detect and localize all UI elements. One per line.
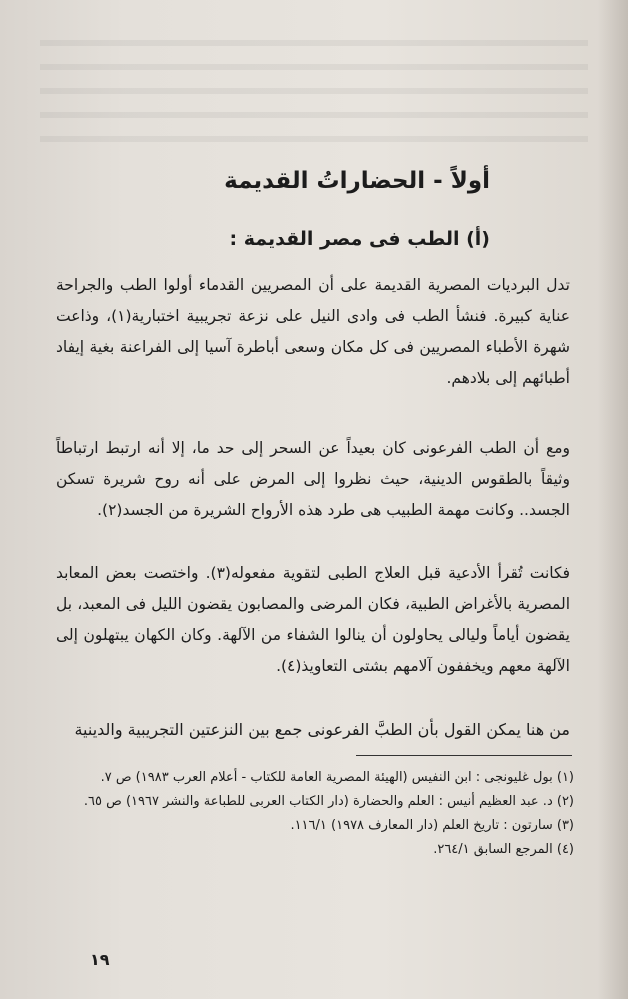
page-spine-shadow (598, 0, 628, 999)
footnotes (74, 766, 574, 862)
subsection-heading: (أ) الطب فى مصر القديمة : (229, 228, 490, 250)
page-number: ١٩ (90, 950, 110, 969)
paragraph-3: فكانت تُقرأ الأدعية قبل العلاج الطبى لتقوية مفعوله(٣). واختصت بعض المعابد المصرية بالأغراض الطبية، فكان المرضى والمصابون يقضون الليل فى المعبد، بل يقضون أياماً وليالى يحاولون أن ينالوا الشفاء من الآلهة. وكان الكهان يبتهلون إلى الآلهة معهم ويخففون آلامهم بشتى التعاويذ(٤). (56, 564, 570, 675)
footnote-separator (356, 755, 572, 756)
paragraph-2: ومع أن الطب الفرعونى كان بعيداً عن السحر إلى حد ما، إلا أنه ارتبط ارتباطاً وثيقاً بالطقوس الدينية، حيث نظروا إلى المرض على أنه روح شريرة تسكن الجسد.. وكانت مهمة الطبيب هى طرد هذه الأرواح الشريرة من الجسد(٢). (56, 439, 570, 519)
footnote-1: (١) بول غليونجى : ابن النفيس (الهيئة المصرية العامة للكتاب - أعلام العرب ١٩٨٣) ص ٧. (100, 770, 574, 785)
section-title: أولاً - الحضاراتُ القديمة (224, 168, 490, 194)
footnote-2: (٢) د. عبد العظيم أنيس : العلم والحضارة (دار الكتاب العربى للطباعة والنشر ١٩٦٧) ص ٦٥. (83, 794, 574, 809)
paragraph-4: من هنا يمكن القول بأن الطبَّ الفرعونى جمع بين النزعتين التجريبية والدينية (74, 720, 570, 739)
paragraph-1: تدل البرديات المصرية القديمة على أن المصريين القدماء أولوا الطب والجراحة عناية كبيرة. فنشأ الطب فى وادى النيل على نزعة تجريبية اختبارية(١)، وذاعت شهرة الأطباء المصريين فى كل مكان وسعى أباطرة آسيا إلى الفراعنة بغية إيفاد أطبائهم إلى بلادهم. (56, 276, 571, 387)
bleed-through-text (40, 40, 588, 160)
footnote-3: (٣) سارتون : تاريخ العلم (دار المعارف ١٩٧٨) ١١٦/١. (290, 818, 574, 833)
footnote-4: (٤) المرجع السابق ٢٦٤/١. (433, 842, 574, 857)
